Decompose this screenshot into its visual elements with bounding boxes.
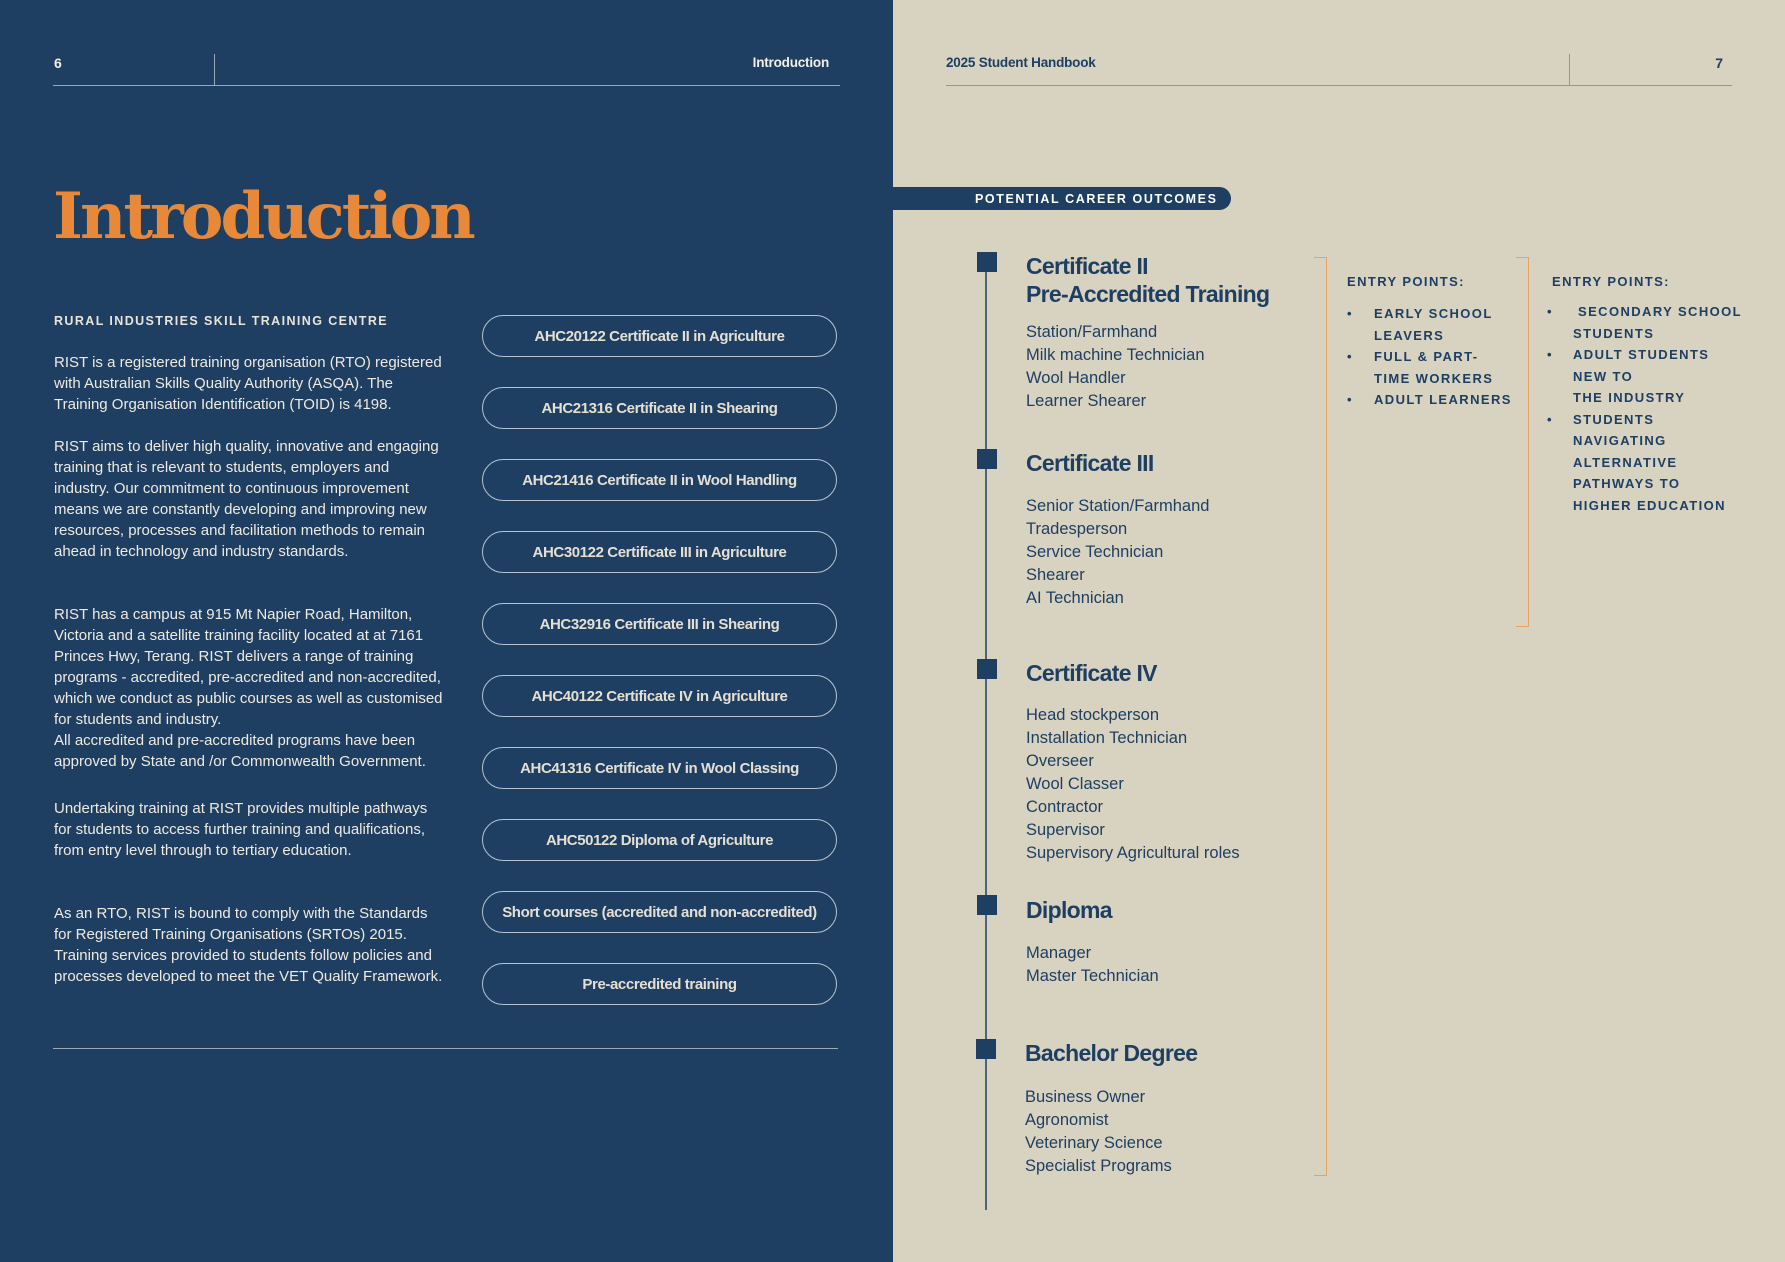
entry-point-line: EARLY SCHOOL bbox=[1374, 306, 1493, 321]
entry-point-item bbox=[1547, 344, 1777, 409]
roles-list-cert-iii bbox=[1026, 495, 1209, 610]
entry-point-line: FULL & PART- bbox=[1374, 349, 1479, 364]
bracket-entry-points-1 bbox=[1314, 257, 1327, 1176]
section-header: Introduction bbox=[752, 55, 829, 70]
page-title: Introduction bbox=[53, 179, 473, 254]
role-item: Manager bbox=[1026, 944, 1092, 962]
bullet-icon: • bbox=[1347, 349, 1353, 364]
role-item: Agronomist bbox=[1025, 1111, 1109, 1129]
entry-point-line: LEAVERS bbox=[1374, 327, 1445, 343]
course-pill: AHC40122 Certificate IV in Agriculture bbox=[482, 675, 837, 717]
level-heading-line: Pre-Accredited Training bbox=[1026, 281, 1270, 307]
role-item: AI Technician bbox=[1026, 589, 1124, 607]
entry-point-item bbox=[1547, 301, 1777, 344]
role-item: Wool Classer bbox=[1026, 775, 1124, 793]
course-pill: AHC30122 Certificate III in Agriculture bbox=[482, 531, 837, 573]
role-item: Business Owner bbox=[1025, 1088, 1146, 1106]
timeline-marker bbox=[977, 659, 997, 679]
role-item: Overseer bbox=[1026, 752, 1094, 770]
role-item: Veterinary Science bbox=[1025, 1134, 1163, 1152]
bullet-icon: • bbox=[1547, 411, 1553, 427]
course-pill: AHC32916 Certificate III in Shearing bbox=[482, 603, 837, 645]
footer-rule-left bbox=[53, 1048, 838, 1049]
role-item: Learner Shearer bbox=[1026, 392, 1147, 410]
timeline-marker bbox=[977, 449, 997, 469]
entry-points-list-2 bbox=[1547, 301, 1777, 516]
role-item: Milk machine Technician bbox=[1026, 346, 1205, 364]
entry-point-line: NEW TO bbox=[1573, 368, 1634, 384]
paragraph-standards: As an RTO, RIST is bound to comply with the Standards for Registered Training Organisations (SRTOs) 2015. Training services provided to students follow policies and processes developed to meet the VET Quality Framework. bbox=[54, 905, 443, 985]
level-heading-cert-iv: Certificate IV bbox=[1026, 660, 1157, 686]
roles-list-cert-iv bbox=[1026, 704, 1240, 865]
level-heading-cert-iii: Certificate III bbox=[1026, 450, 1154, 476]
entry-point-line: SECONDARY SCHOOL bbox=[1573, 304, 1742, 319]
role-item: Installation Technician bbox=[1026, 729, 1188, 747]
role-item: Specialist Programs bbox=[1025, 1157, 1172, 1175]
roles-list-bachelor bbox=[1025, 1086, 1172, 1178]
bullet-icon: • bbox=[1347, 392, 1353, 407]
entry-point-item bbox=[1347, 346, 1512, 389]
entry-points-heading: ENTRY POINTS: bbox=[1552, 274, 1670, 289]
course-pill: AHC20122 Certificate II in Agriculture bbox=[482, 315, 837, 357]
timeline-line bbox=[985, 262, 987, 1210]
role-item: Senior Station/Farmhand bbox=[1026, 497, 1210, 515]
entry-point-item bbox=[1347, 303, 1512, 346]
course-pill: AHC50122 Diploma of Agriculture bbox=[482, 819, 837, 861]
header-divider-left bbox=[214, 54, 215, 85]
role-item: Wool Handler bbox=[1026, 369, 1126, 387]
role-item: Tradesperson bbox=[1026, 520, 1128, 538]
page-number-left: 6 bbox=[54, 55, 62, 71]
timeline-marker bbox=[977, 252, 997, 272]
entry-point-line: TIME WORKERS bbox=[1374, 370, 1494, 386]
role-item: Master Technician bbox=[1026, 967, 1159, 985]
roles-list-diploma bbox=[1026, 942, 1159, 988]
course-pill: Short courses (accredited and non-accredited) bbox=[482, 891, 837, 933]
entry-points-list-1 bbox=[1347, 303, 1512, 411]
paragraph-campus: RIST has a campus at 915 Mt Napier Road, Hamilton, Victoria and a satellite training facility located at at 7161 Princes Hwy, Terang. RIST delivers a range of training programs - accredited, pre-accredited and non-accredited, which we conduct as public courses as well as customised for students and industry. bbox=[54, 606, 443, 728]
entry-point-line: NAVIGATING bbox=[1573, 433, 1667, 448]
role-item: Shearer bbox=[1026, 566, 1085, 584]
handbook-title: 2025 Student Handbook bbox=[946, 55, 1096, 70]
entry-point-line: HIGHER EDUCATION bbox=[1573, 497, 1726, 513]
role-item: Head stockperson bbox=[1026, 706, 1159, 724]
header-rule-right bbox=[946, 85, 1732, 86]
bracket-entry-points-2 bbox=[1516, 257, 1529, 627]
entry-point-line: THE INDUSTRY bbox=[1573, 390, 1686, 405]
entry-point-item bbox=[1347, 389, 1512, 411]
level-heading-diploma: Diploma bbox=[1026, 897, 1112, 923]
course-pill: AHC41316 Certificate IV in Wool Classing bbox=[482, 747, 837, 789]
level-heading-line: Certificate II bbox=[1026, 253, 1148, 279]
bullet-icon: • bbox=[1547, 304, 1553, 319]
page-number-right: 7 bbox=[1715, 55, 1723, 71]
entry-point-line: STUDENTS bbox=[1573, 411, 1655, 427]
bullet-icon: • bbox=[1547, 347, 1553, 362]
entry-point-item bbox=[1547, 409, 1777, 517]
entry-point-line: PATHWAYS TO bbox=[1573, 476, 1681, 491]
role-item: Station/Farmhand bbox=[1026, 323, 1158, 341]
course-pill: AHC21316 Certificate II in Shearing bbox=[482, 387, 837, 429]
paragraph-rto: RIST is a registered training organisation (RTO) registered with Australian Skills Quality Authority (ASQA). The Training Organisation Identification (TOID) is 4198. bbox=[54, 354, 442, 413]
entry-point-line: ADULT STUDENTS bbox=[1573, 347, 1710, 362]
entry-points-heading: ENTRY POINTS: bbox=[1347, 274, 1465, 289]
timeline-marker bbox=[976, 1039, 996, 1059]
roles-list-cert-ii bbox=[1026, 321, 1205, 413]
course-pill: Pre-accredited training bbox=[482, 963, 837, 1005]
role-item: Supervisor bbox=[1026, 821, 1105, 839]
level-heading-cert-ii bbox=[1026, 252, 1269, 308]
career-outcomes-banner: POTENTIAL CAREER OUTCOMES bbox=[893, 187, 1231, 210]
course-pill: AHC21416 Certificate II in Wool Handling bbox=[482, 459, 837, 501]
level-heading-bachelor: Bachelor Degree bbox=[1025, 1040, 1198, 1066]
paragraph-approval: All accredited and pre-accredited programs have been approved by State and /or Commonwealth Government. bbox=[54, 732, 426, 770]
section-label: RURAL INDUSTRIES SKILL TRAINING CENTRE bbox=[54, 314, 388, 328]
header-rule-left bbox=[53, 85, 840, 86]
role-item: Service Technician bbox=[1026, 543, 1164, 561]
right-page bbox=[893, 0, 1785, 1262]
paragraph-pathways: Undertaking training at RIST provides multiple pathways for students to access further training and qualifications, from entry level through to tertiary education. bbox=[54, 800, 428, 859]
bullet-icon: • bbox=[1347, 306, 1353, 321]
paragraph-aims: RIST aims to deliver high quality, innovative and engaging training that is relevant to students, employers and industry. Our commitment to continuous improvement means we are constantly developing and improving new resources, processes and facilitation methods to remain ahead in technology and industry standards. bbox=[54, 438, 439, 560]
entry-point-line: ADULT LEARNERS bbox=[1374, 392, 1512, 407]
entry-point-line: STUDENTS bbox=[1573, 325, 1655, 341]
entry-point-line: ALTERNATIVE bbox=[1573, 454, 1678, 470]
role-item: Supervisory Agricultural roles bbox=[1026, 844, 1240, 862]
role-item: Contractor bbox=[1026, 798, 1104, 816]
timeline-marker bbox=[977, 895, 997, 915]
header-divider-right bbox=[1569, 54, 1570, 85]
